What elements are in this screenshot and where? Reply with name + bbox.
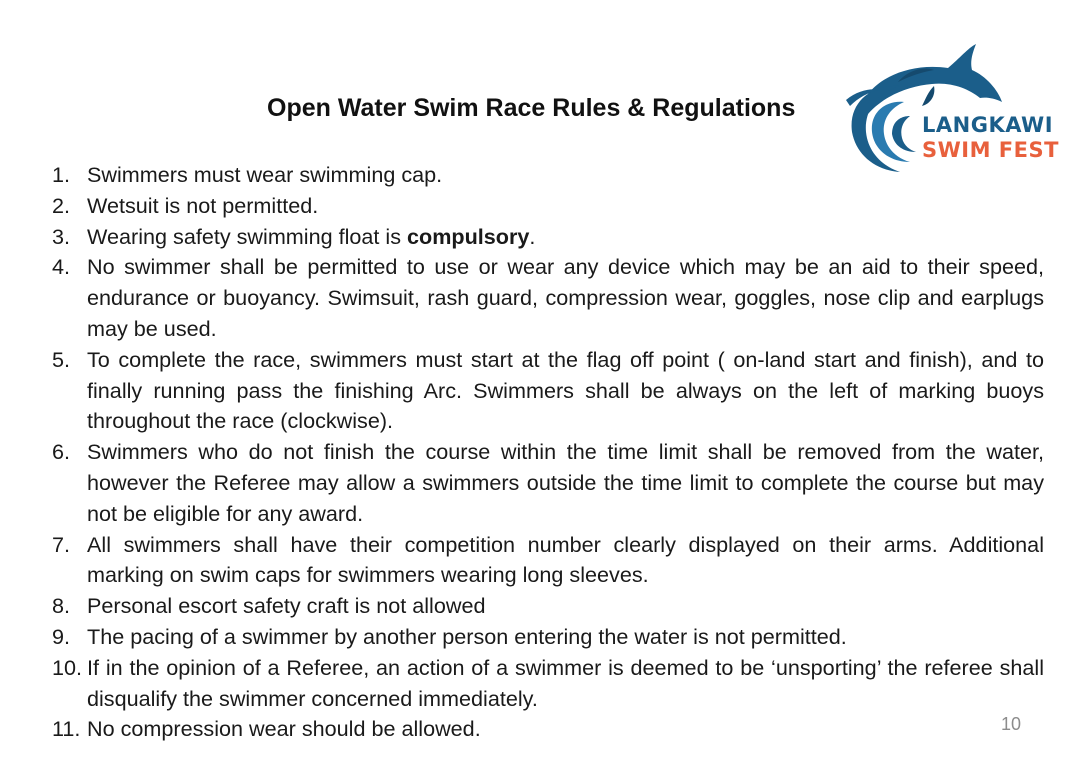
rule-text: All swimmers shall have their competition number clearly displayed on their arms. Additional marking on swim caps for swimmers wearing long sleeves. — [87, 531, 1044, 588]
rule-text: Personal escort safety craft is not allowed — [87, 593, 486, 619]
rule-item — [52, 437, 1044, 529]
rule-item — [52, 622, 1044, 653]
rule-number: 1. — [52, 162, 71, 187]
rule-text: No swimmer shall be permitted to use or wear any device which may be an aid to their speed, endurance or buoyancy. Swimsuit, rash guard, compression wear, goggles, nose clip and earplugs may be used. — [87, 254, 1044, 341]
rule-text — [87, 222, 1044, 253]
logo-text-line2: SWIM FEST — [922, 138, 1059, 162]
rules-list — [52, 160, 1044, 745]
page-number: 10 — [1001, 714, 1022, 734]
rule-item — [52, 714, 1044, 745]
rule-text-part: Wearing safety swimming float is — [87, 223, 408, 249]
rule-item — [52, 191, 1044, 222]
rule-text: Wetsuit is not permitted. — [87, 192, 319, 218]
rule-item — [52, 252, 1044, 344]
rule-number: 4. — [52, 254, 71, 280]
rule-text: Swimmers who do not finish the course within the time limit shall be removed from the water, however the Referee may allow a swimmers outside the time limit to complete the course but may not be eligible for any award. — [87, 439, 1044, 526]
rule-number: 3. — [52, 223, 71, 249]
rule-item — [52, 160, 1044, 191]
rule-number: 8. — [52, 593, 71, 619]
logo-text-line1: LANGKAWI — [922, 113, 1054, 137]
rule-text: No compression wear should be allowed. — [87, 716, 481, 742]
rule-number: 6. — [52, 439, 71, 465]
rule-number: 7. — [52, 531, 71, 557]
rule-number: 5. — [52, 346, 71, 372]
rule-item — [52, 653, 1044, 715]
rule-number: 2. — [52, 192, 71, 218]
rule-emphasis: compulsory — [407, 223, 530, 249]
rule-text: To complete the race, swimmers must start at the flag off point ( on-land start and finish), and to finally running pass the finishing Arc. Swimmers shall be always on the left of marking buoys throughout the race (clockwise). — [87, 346, 1044, 434]
rule-text: If in the opinion of a Referee, an action of a swimmer is deemed to be ‘unsporting’ the referee shall disqualify the swimmer concerned immediately. — [87, 654, 1044, 711]
rule-item — [52, 530, 1044, 592]
rule-item — [52, 345, 1044, 437]
rule-number: 10. — [52, 654, 83, 680]
rule-item — [52, 591, 1044, 622]
rule-item — [52, 222, 1044, 253]
rule-number: 9. — [52, 623, 71, 649]
rule-number: 11. — [52, 716, 81, 742]
rule-text: Swimmers must wear swimming cap. — [87, 162, 443, 187]
rule-text: The pacing of a swimmer by another person entering the water is not permitted. — [87, 623, 847, 649]
slide-title: Open Water Swim Race Rules & Regulations — [267, 94, 796, 122]
rule-text-part: . — [529, 223, 536, 249]
